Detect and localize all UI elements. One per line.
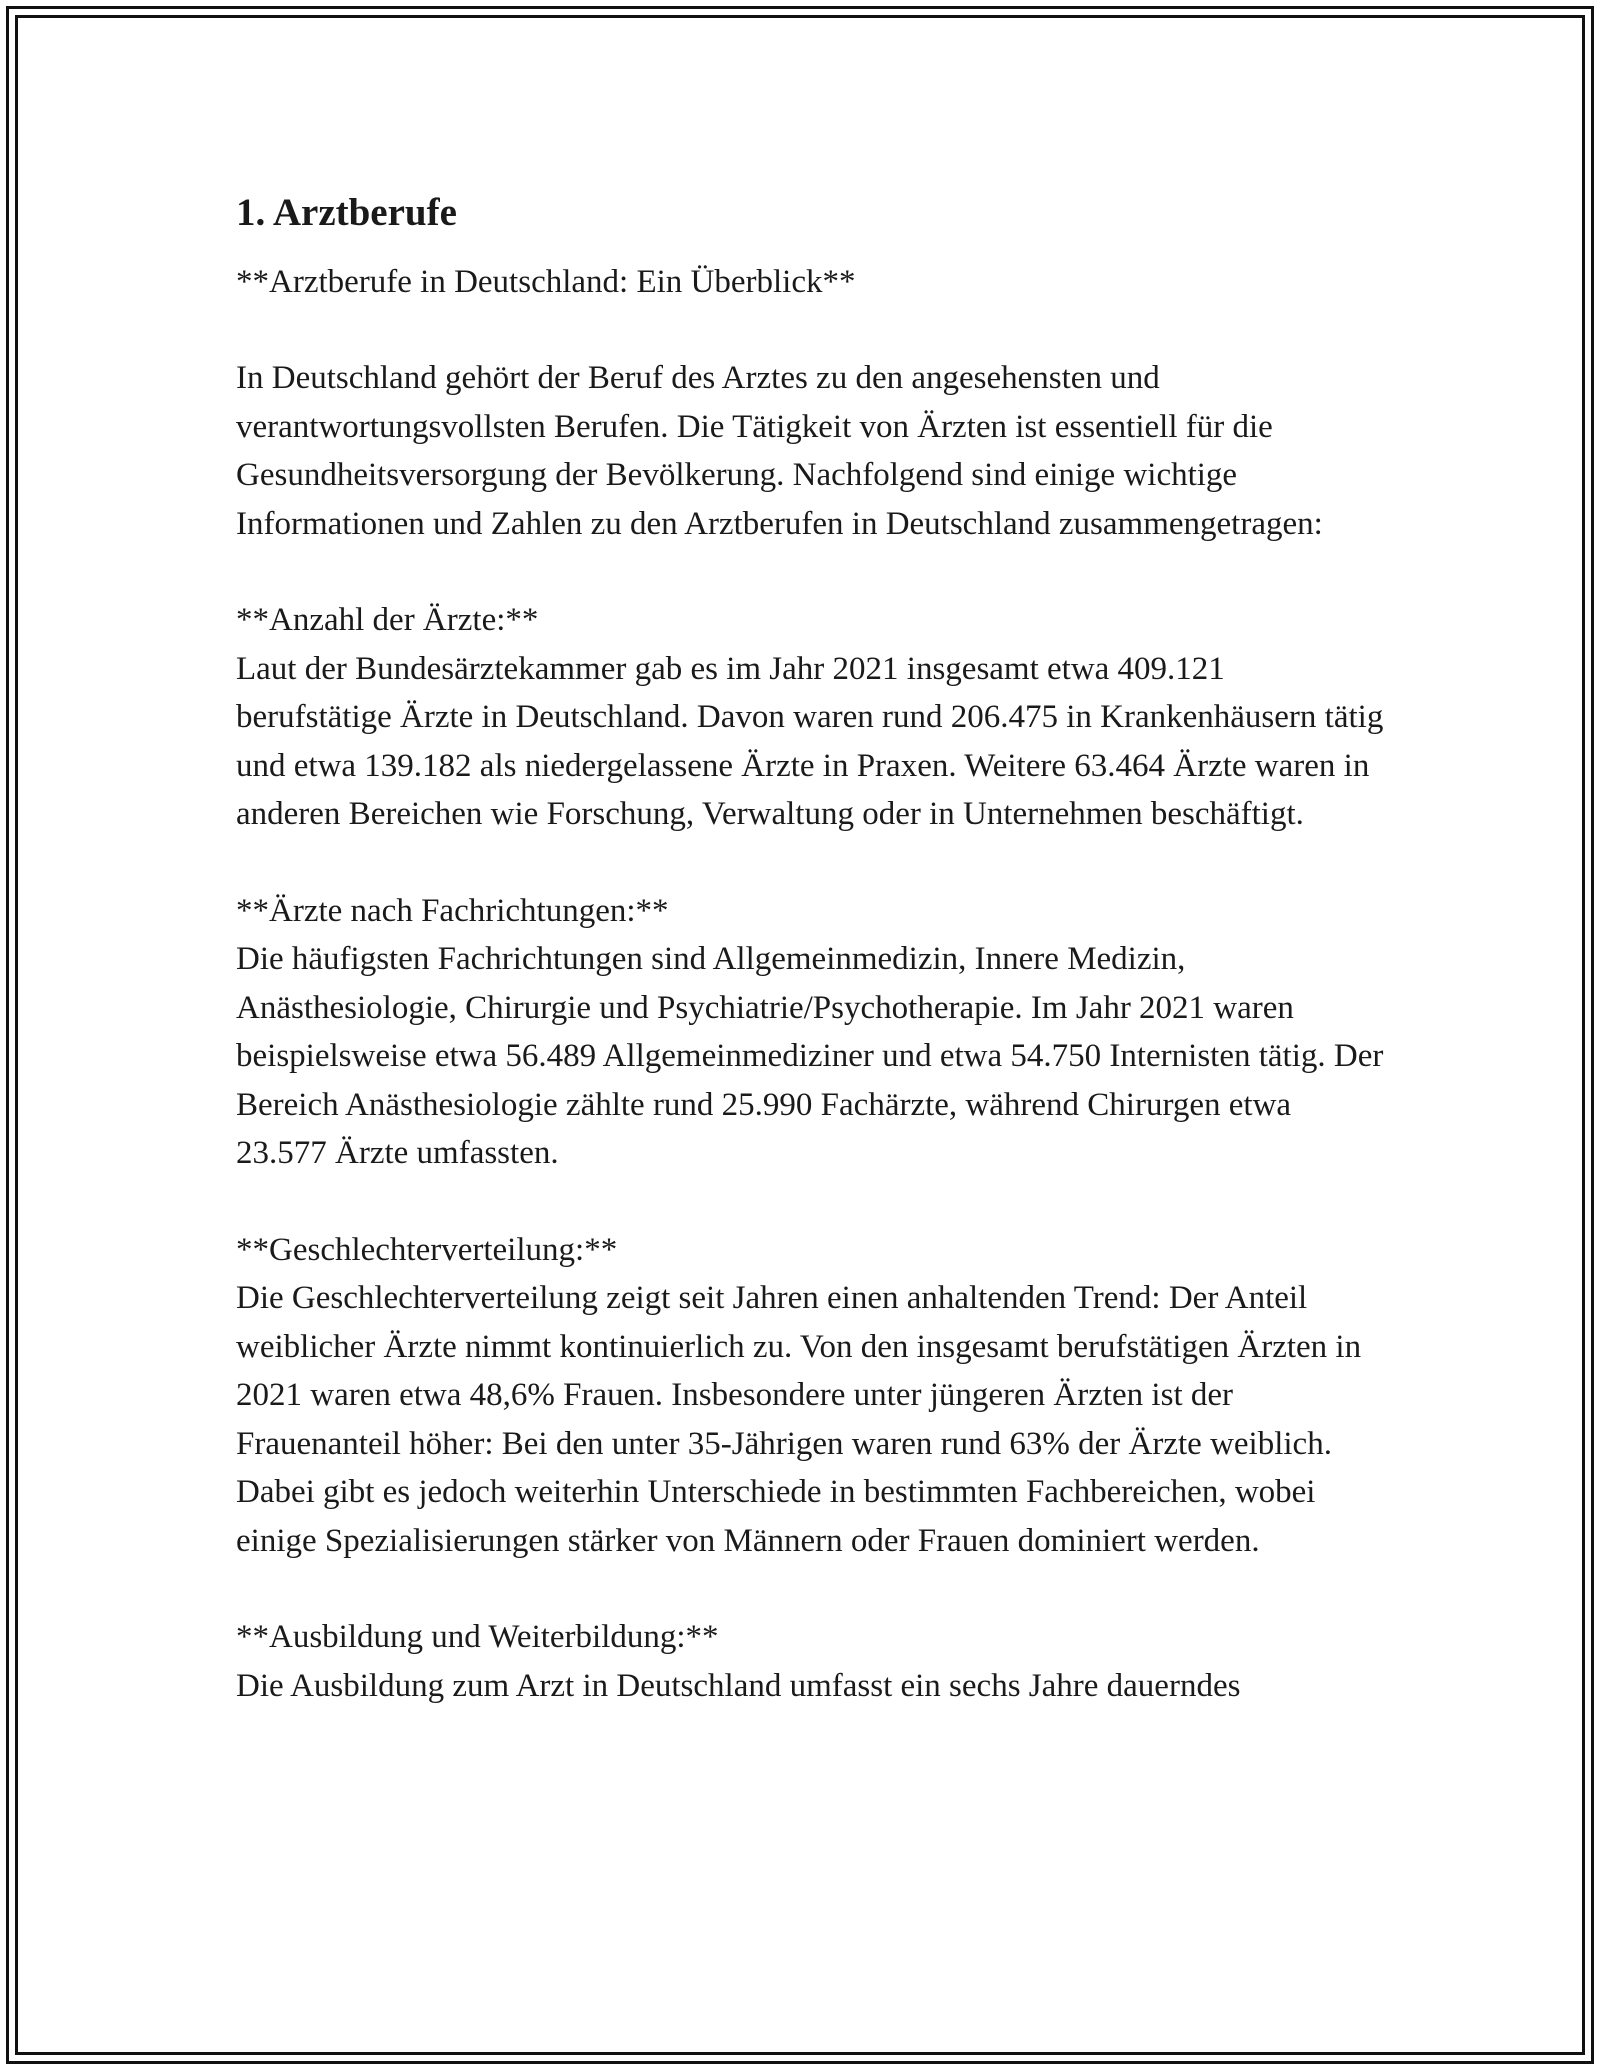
section-text: Laut der Bundesärztekammer gab es im Jahr 2021 insgesamt etwa 409.121 berufstätige Ärzte in Deutschland. Davon waren rund 206.475 in Krankenhäusern tätig und etwa 139.182 als niedergelassene Ärzte in Praxen. Weitere 63.464 Ärzte waren in anderen Bereichen wie Forschung, Verwaltung oder in Unternehmen beschäftigt. [236,650,1384,832]
document-subtitle: **Arztberufe in Deutschland: Ein Überblick** [236,264,856,300]
section-text: Die Geschlechterverteilung zeigt seit Jahren einen anhaltenden Trend: Der Anteil weiblicher Ärzte nimmt kontinuierlich zu. Von den insgesamt berufstätigen Ärzten in 2021 waren etwa 48,6% Frauen. Insbesondere unter jüngeren Ärzten ist der Frauenanteil höher: Bei den unter 35-Jährigen waren rund 63% der Ärzte weiblich. Dabei gibt es jedoch weiterhin Unterschiede in bestimmten Fachbereichen, wobei einige Spezialisierungen stärker von Männern oder Frauen dominiert werden. [236,1280,1362,1559]
section-specialties [236,887,1386,1178]
section-doctor-count [236,596,1386,839]
section-gender-distribution [236,1226,1386,1566]
section-label: **Geschlechterverteilung:** [236,1231,618,1268]
section-text: Die Ausbildung zum Arzt in Deutschland umfasst ein sechs Jahre dauerndes [236,1667,1241,1704]
section-label: **Ausbildung und Weiterbildung:** [236,1619,719,1655]
section-label: **Anzahl der Ärzte:** [236,602,539,638]
section-label: **Ärzte nach Fachrichtungen:** [236,892,669,929]
document-body [236,188,1386,1710]
section-text: Die häufigsten Fachrichtungen sind Allgemeinmedizin, Innere Medizin, Anästhesiologie, Chirurgie und Psychiatrie/Psychotherapie. Im Jahr 2021 waren beispielsweise etwa 56.489 Allgemeinmediziner und etwa 54.750 Internisten tätig. Der Bereich Anästhesiologie zählte rund 25.990 Fachärzte, während Chirurgen etwa 23.577 Ärzte umfassten. [236,941,1384,1171]
intro-paragraph: In Deutschland gehört der Beruf des Arztes zu den angesehensten und verantwortungsvollsten Berufen. Die Tätigkeit von Ärzten ist essentiell für die Gesundheitsversorgung der Bevölkerung. Nachfolgend sind einige wichtige Informationen und Zahlen zu den Arztberufen in Deutschland zusammengetragen: [236,360,1323,542]
page-title: 1. Arztberufe [236,191,457,234]
section-education [236,1613,1386,1710]
